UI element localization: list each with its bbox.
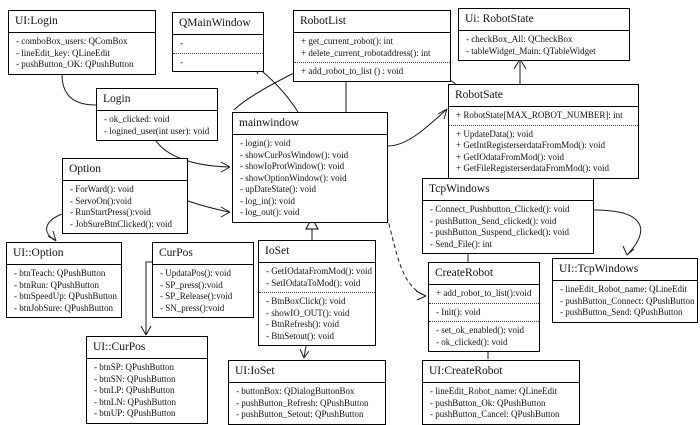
class-member-section	[429, 303, 539, 322]
class-member-line: + GetIntRegisterserdataFromMod(): void	[456, 140, 606, 150]
class-member-section	[294, 33, 450, 62]
class-member-section	[429, 321, 539, 351]
class-member-line: - btnSP: QPushButton	[94, 362, 175, 372]
connector-curpos-to-uicurpos	[141, 262, 152, 335]
class-box-ui-tcpwindows	[552, 258, 698, 323]
class-member-line: + add_robot_to_list () : void	[301, 66, 404, 76]
class-member-line: - Connect_Pushbutton_Clicked(): void	[430, 204, 570, 214]
class-title: UI::Option	[7, 243, 121, 265]
open-arrowhead-icon	[416, 291, 426, 300]
class-member-line: + RobotState[MAX_ROBOT_NUMBER]: int	[456, 110, 623, 120]
class-box-tcpwindows	[422, 178, 594, 254]
class-box-mainwindow	[232, 112, 388, 223]
class-member-line: - buttonBox: QDialogButtonBox	[236, 386, 355, 396]
class-member-section	[423, 201, 593, 253]
class-member-section	[233, 135, 387, 222]
class-member-line: - upDateState(): void	[240, 184, 316, 194]
class-box-ui-robotstate	[458, 8, 630, 61]
connector-mainwindow-to-robotsate	[388, 109, 447, 146]
class-member-section	[459, 31, 629, 60]
class-member-line: - btnSpeedUp: QPushButton	[14, 291, 118, 301]
class-member-line: - set_ok_enabled(): void	[436, 325, 524, 335]
class-box-robotlist	[293, 10, 451, 82]
class-title: CurPos	[153, 243, 253, 265]
class-member-section	[63, 181, 187, 233]
class-member-line: - log_in(): void	[240, 195, 295, 206]
class-title: UI:CreateRobot	[423, 361, 579, 383]
connector-option-to-mainwindow	[188, 201, 230, 217]
class-member-line: - btnRun: QPushButton	[14, 279, 100, 290]
class-member-line: - showIO_OUT(): void	[266, 307, 350, 318]
class-member-line: - showCurPosWindow(): void	[240, 149, 349, 160]
class-title: UI::TcpWindows	[553, 259, 697, 281]
class-member-line: - ForWard(): void	[70, 184, 134, 194]
class-title: mainwindow	[233, 113, 387, 135]
class-member-line: + UpdateData(): void	[456, 128, 534, 139]
class-member-line: - logined_user(int user): void	[104, 125, 210, 136]
class-member-line: - log_out(): void	[240, 207, 300, 217]
class-member-line: + get_current_robot(): int	[301, 36, 394, 46]
class-member-line: - pushButton_Connect: QPushButton	[560, 295, 695, 306]
class-member-line: - pushButton_Send: QPushButton	[560, 307, 683, 317]
class-member-line: + GetIOdataFromMod(): void	[456, 151, 565, 162]
class-box-ioset	[258, 240, 376, 346]
class-box-ui-curpos	[86, 336, 208, 424]
class-member-line: - GetIOdataFromMod(): void	[266, 266, 372, 276]
class-box-login	[96, 88, 218, 141]
class-member-line: - showIoProtWindow(): void	[240, 161, 345, 171]
class-member-line: - pushButton_Ok: QPushButton	[430, 397, 546, 408]
class-member-line: - btnSN: QPushButton	[94, 373, 176, 384]
class-member-section	[259, 263, 375, 292]
class-member-line: -	[180, 56, 183, 67]
open-arrowhead-icon	[623, 246, 634, 255]
class-member-section	[449, 107, 638, 125]
class-member-line: + GetFileRegisterserdataFromMod(): void	[456, 163, 610, 173]
class-member-line: - pushButton_Refresh: QPushButton	[236, 397, 369, 408]
class-member-line: - ok_clicked(): void	[436, 336, 508, 347]
connector-robotsate-to-uirobotstate	[514, 59, 526, 84]
connector-robotlist-to-mainwindow-curve	[234, 73, 294, 110]
class-member-line: -	[180, 38, 183, 48]
class-member-line: - btnLP: QPushButton	[94, 385, 175, 395]
class-title: RobotList	[294, 11, 450, 33]
class-member-line: - UpdataPos(): void	[160, 268, 231, 278]
class-title: CreateRobot	[429, 263, 539, 285]
class-member-section	[97, 111, 217, 140]
class-box-qmainwindow	[172, 12, 264, 72]
class-member-line: - checkBox_All: QCheckBox	[466, 34, 573, 44]
class-member-line: - btnLN: QPushButton	[94, 396, 177, 407]
class-member-line: - JobSureBtnClicked(): void	[70, 218, 172, 229]
class-member-line: - btnUP: QPushButton	[94, 408, 176, 418]
class-member-line: - ServoOn():void	[70, 195, 132, 206]
class-title: Login	[97, 89, 217, 111]
class-box-createrobot	[428, 262, 540, 352]
class-member-section	[153, 265, 253, 317]
class-box-ui-createrobot	[422, 360, 580, 425]
class-title: UI::CurPos	[87, 337, 207, 359]
class-member-line: - pushButton_Setout: QPushButton	[236, 409, 364, 419]
class-member-section	[173, 35, 263, 53]
connector-mainwindow-to-createrobot	[387, 217, 426, 300]
class-title: UI:IoSet	[229, 361, 385, 383]
class-member-line: - lineEdit_Robot_name: QLineEdit	[430, 386, 557, 396]
class-member-line: - lineEdit_key: QLineEdit	[16, 47, 110, 58]
class-member-line: - SetIOdataToMod(): void	[266, 277, 361, 288]
class-title: IoSet	[259, 241, 375, 263]
class-member-section	[553, 281, 697, 322]
class-title: RobotSate	[449, 85, 638, 107]
class-member-section	[429, 285, 539, 303]
class-box-option	[62, 158, 188, 234]
class-title: QMainWindow	[173, 13, 263, 35]
class-box-ui-login	[8, 10, 156, 75]
class-member-line: - pushButton_OK: QPushButton	[16, 59, 134, 69]
class-title: TcpWindows	[423, 179, 593, 201]
class-member-line: - tableWidget_Main: QTableWidget	[466, 45, 596, 56]
class-member-section	[449, 125, 638, 178]
class-member-section	[229, 383, 385, 424]
connector-option-to-uioption	[47, 214, 62, 241]
class-member-line: - SP_press():void	[160, 279, 223, 290]
class-member-line: - SN_press():void	[160, 302, 225, 313]
class-member-line: - RunStartPress():void	[70, 207, 151, 217]
class-member-line: - showOptionWindow(): void	[240, 172, 347, 183]
class-title: Ui: RobotState	[459, 9, 629, 31]
connector-tcpwindows-to-uitcpwindows	[594, 210, 641, 255]
class-member-section	[87, 359, 207, 423]
class-member-line: - btnJobSure: QPushButton	[14, 302, 114, 313]
class-member-line: - login(): void	[240, 138, 291, 148]
class-member-line: - comboBox_users: QComBox	[16, 36, 128, 46]
class-member-section	[259, 292, 375, 345]
class-member-line: - pushButton_Cancel: QPushButton	[430, 409, 560, 419]
class-member-line: - BtnBoxClick(): void	[266, 296, 346, 306]
class-member-section	[9, 33, 155, 74]
class-box-curpos	[152, 242, 254, 318]
class-member-line: - pushButton_Send_clicked(): void	[430, 215, 557, 226]
class-member-line: - lineEdit_Robot_name: QLineEdit	[560, 284, 687, 294]
class-member-line: + delete_current_robotaddress(): int	[301, 47, 431, 58]
class-member-line: - Init(): void	[436, 306, 481, 317]
class-member-line: + add_robot_to_list():void	[436, 288, 532, 298]
class-title: Option	[63, 159, 187, 181]
class-member-line: - Send_File(): int	[430, 238, 492, 249]
class-member-line: - BtnSetout(): void	[266, 330, 334, 341]
class-member-line: - pushButton_Suspend_clicked(): void	[430, 227, 569, 237]
class-member-section	[294, 62, 450, 81]
class-box-ui-ioset	[228, 360, 386, 425]
class-member-line: - btnTeach: QPushButton	[14, 268, 106, 278]
class-box-ui-option	[6, 242, 122, 318]
class-title: UI:Login	[9, 11, 155, 33]
class-member-line: - BtnRefresh(): void	[266, 319, 339, 329]
class-member-section	[7, 265, 121, 317]
class-member-line: - ok_clicked: void	[104, 114, 170, 124]
class-member-section	[173, 53, 263, 72]
class-member-section	[423, 383, 579, 424]
class-box-robotsate	[448, 84, 639, 179]
class-member-line: - SP_Release():void	[160, 291, 233, 301]
